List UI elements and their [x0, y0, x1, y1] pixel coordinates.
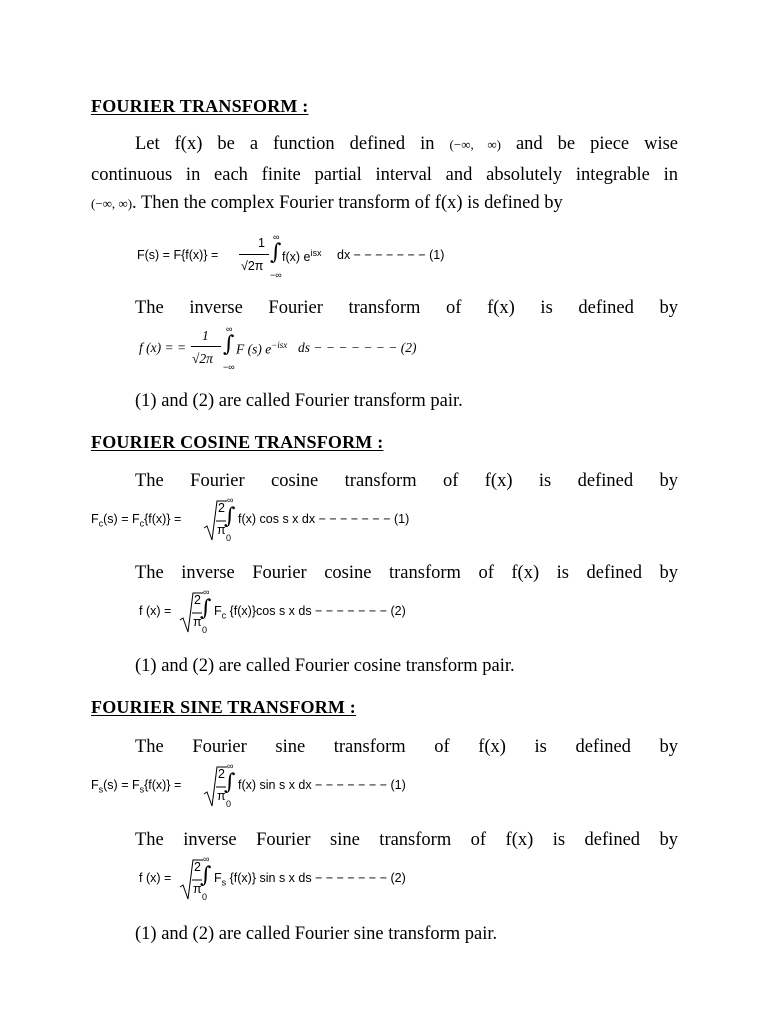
- lhs-mid-sub: c: [139, 518, 145, 529]
- exponent: isx: [310, 248, 322, 258]
- integrand: [236, 340, 287, 358]
- formula-lhs: f (x) =: [139, 604, 172, 618]
- integrand-sub: c: [221, 610, 227, 621]
- lhs-mid-sub: s: [139, 784, 145, 795]
- fraction-bar: [239, 254, 269, 255]
- integral-lower-limit: 0: [202, 892, 208, 902]
- root-numerator: 2: [194, 593, 201, 607]
- inverse-transform-line: The inverse Fourier transform of f(x) is defined by: [135, 298, 678, 318]
- heading-fourier-cosine-transform: FOURIER COSINE TRANSFORM :: [91, 432, 384, 452]
- integrand: [214, 604, 406, 621]
- formula-cosine-transform: [91, 495, 451, 548]
- fraction-numerator: 1: [202, 328, 209, 343]
- integral-sign: ∫: [200, 863, 212, 888]
- integral-upper-limit: ∞: [203, 587, 210, 597]
- heading-fourier-sine-transform: FOURIER SINE TRANSFORM :: [91, 697, 356, 717]
- formula-lhs: f (x) =: [139, 871, 172, 885]
- integrand-rest: {f(x)}cos s x ds − − − − − − − (2): [229, 604, 406, 618]
- root-numerator: 2: [218, 501, 225, 515]
- integrand-text: F (s) e: [236, 341, 272, 357]
- intro-text-a: Let f(x) be a function defined in: [135, 134, 435, 154]
- formula-sine-transform: [91, 761, 451, 814]
- integrand: [214, 871, 406, 888]
- exponent: −isx: [271, 340, 288, 350]
- integrand-sub: s: [221, 877, 227, 888]
- root-numerator: 2: [194, 860, 201, 874]
- cosine-pair-line: (1) and (2) are called Fourier cosine transform pair.: [135, 656, 515, 676]
- integral-upper-limit: ∞: [203, 854, 210, 864]
- integrand: f(x) sin s x dx − − − − − − − (1): [238, 778, 406, 792]
- intro-paragraph-line-2: continuous in each finite partial interval and absolutely integrable in: [91, 165, 678, 185]
- integral-upper-limit: ∞: [227, 495, 234, 505]
- integral-sign: ∫: [224, 770, 236, 795]
- formula-lhs: [91, 778, 181, 795]
- intro-text-b: and be piece wise: [515, 134, 679, 154]
- lhs-mid: (s) = F: [103, 512, 140, 526]
- interval-symbol: (−∞, ∞): [449, 137, 501, 152]
- integral-lower-limit: 0: [202, 625, 208, 635]
- integrand-f: F: [214, 871, 222, 885]
- lhs-end: {f(x)} =: [144, 778, 182, 792]
- root-numerator: 2: [218, 767, 225, 781]
- formula-fourier-transform: [137, 234, 467, 284]
- interval-symbol-2: (−∞, ∞): [91, 196, 133, 211]
- lhs-sub: c: [98, 518, 104, 529]
- formula-inverse-fourier-transform: [139, 324, 439, 377]
- inverse-sine-line: The inverse Fourier sine transform of f(x) is defined by: [135, 830, 678, 850]
- inverse-cosine-line: The inverse Fourier cosine transform of f(x) is defined by: [135, 563, 678, 583]
- intro-text-c: . Then the complex Fourier transform of f(x) is defined by: [132, 193, 563, 213]
- lhs-sub: s: [98, 784, 104, 795]
- integral-sign: ∫: [224, 504, 236, 529]
- integral-sign: ∫: [270, 240, 282, 265]
- integrand-rest: {f(x)} sin s x ds − − − − − − − (2): [229, 871, 406, 885]
- formula-lhs: f (x) = =: [139, 340, 187, 355]
- integral-lower-limit: −∞: [223, 362, 235, 372]
- integral-sign: ∫: [200, 596, 212, 621]
- transform-pair-line: (1) and (2) are called Fourier transform pair.: [135, 391, 463, 411]
- formula-tail: dx − − − − − − − (1): [337, 248, 445, 262]
- formula-lhs: [91, 512, 181, 529]
- integrand-f: F: [214, 604, 222, 618]
- integral-lower-limit: −∞: [270, 270, 282, 280]
- lhs-end: {f(x)} =: [144, 512, 182, 526]
- integrand: [282, 248, 321, 264]
- lhs-mid: (s) = F: [103, 778, 140, 792]
- lhs-f: F: [91, 778, 99, 792]
- integrand: f(x) cos s x dx − − − − − − − (1): [238, 512, 410, 526]
- integral-upper-limit: ∞: [226, 324, 233, 334]
- sine-definition-line: The Fourier sine transform of f(x) is defined by: [135, 737, 678, 757]
- formula-lhs: F(s) = F{f(x)} =: [137, 248, 219, 262]
- cosine-definition-line: The Fourier cosine transform of f(x) is defined by: [135, 471, 678, 491]
- fraction-bar: [191, 346, 221, 347]
- intro-paragraph-line-1: [135, 134, 678, 155]
- intro-paragraph-line-3: [91, 193, 563, 214]
- formula-tail: ds − − − − − − − (2): [298, 340, 417, 355]
- root-denominator: π: [193, 615, 202, 629]
- integral-lower-limit: 0: [226, 533, 232, 543]
- formula-inverse-cosine-transform: [139, 587, 439, 640]
- fraction-denominator: √2π: [241, 259, 264, 273]
- sine-pair-line: (1) and (2) are called Fourier sine transform pair.: [135, 924, 498, 944]
- fraction-denominator: √2π: [192, 351, 213, 366]
- integral-sign: ∫: [223, 332, 235, 357]
- fraction-numerator: 1: [258, 236, 265, 250]
- root-denominator: π: [217, 789, 226, 803]
- integrand-text: f(x) e: [282, 250, 311, 265]
- integral-lower-limit: 0: [226, 799, 232, 809]
- heading-fourier-transform: FOURIER TRANSFORM :: [91, 96, 309, 116]
- root-denominator: π: [217, 523, 226, 537]
- integral-upper-limit: ∞: [227, 761, 234, 771]
- root-denominator: π: [193, 882, 202, 896]
- formula-inverse-sine-transform: [139, 854, 439, 907]
- lhs-f: F: [91, 512, 99, 526]
- integral-upper-limit: ∞: [273, 232, 280, 242]
